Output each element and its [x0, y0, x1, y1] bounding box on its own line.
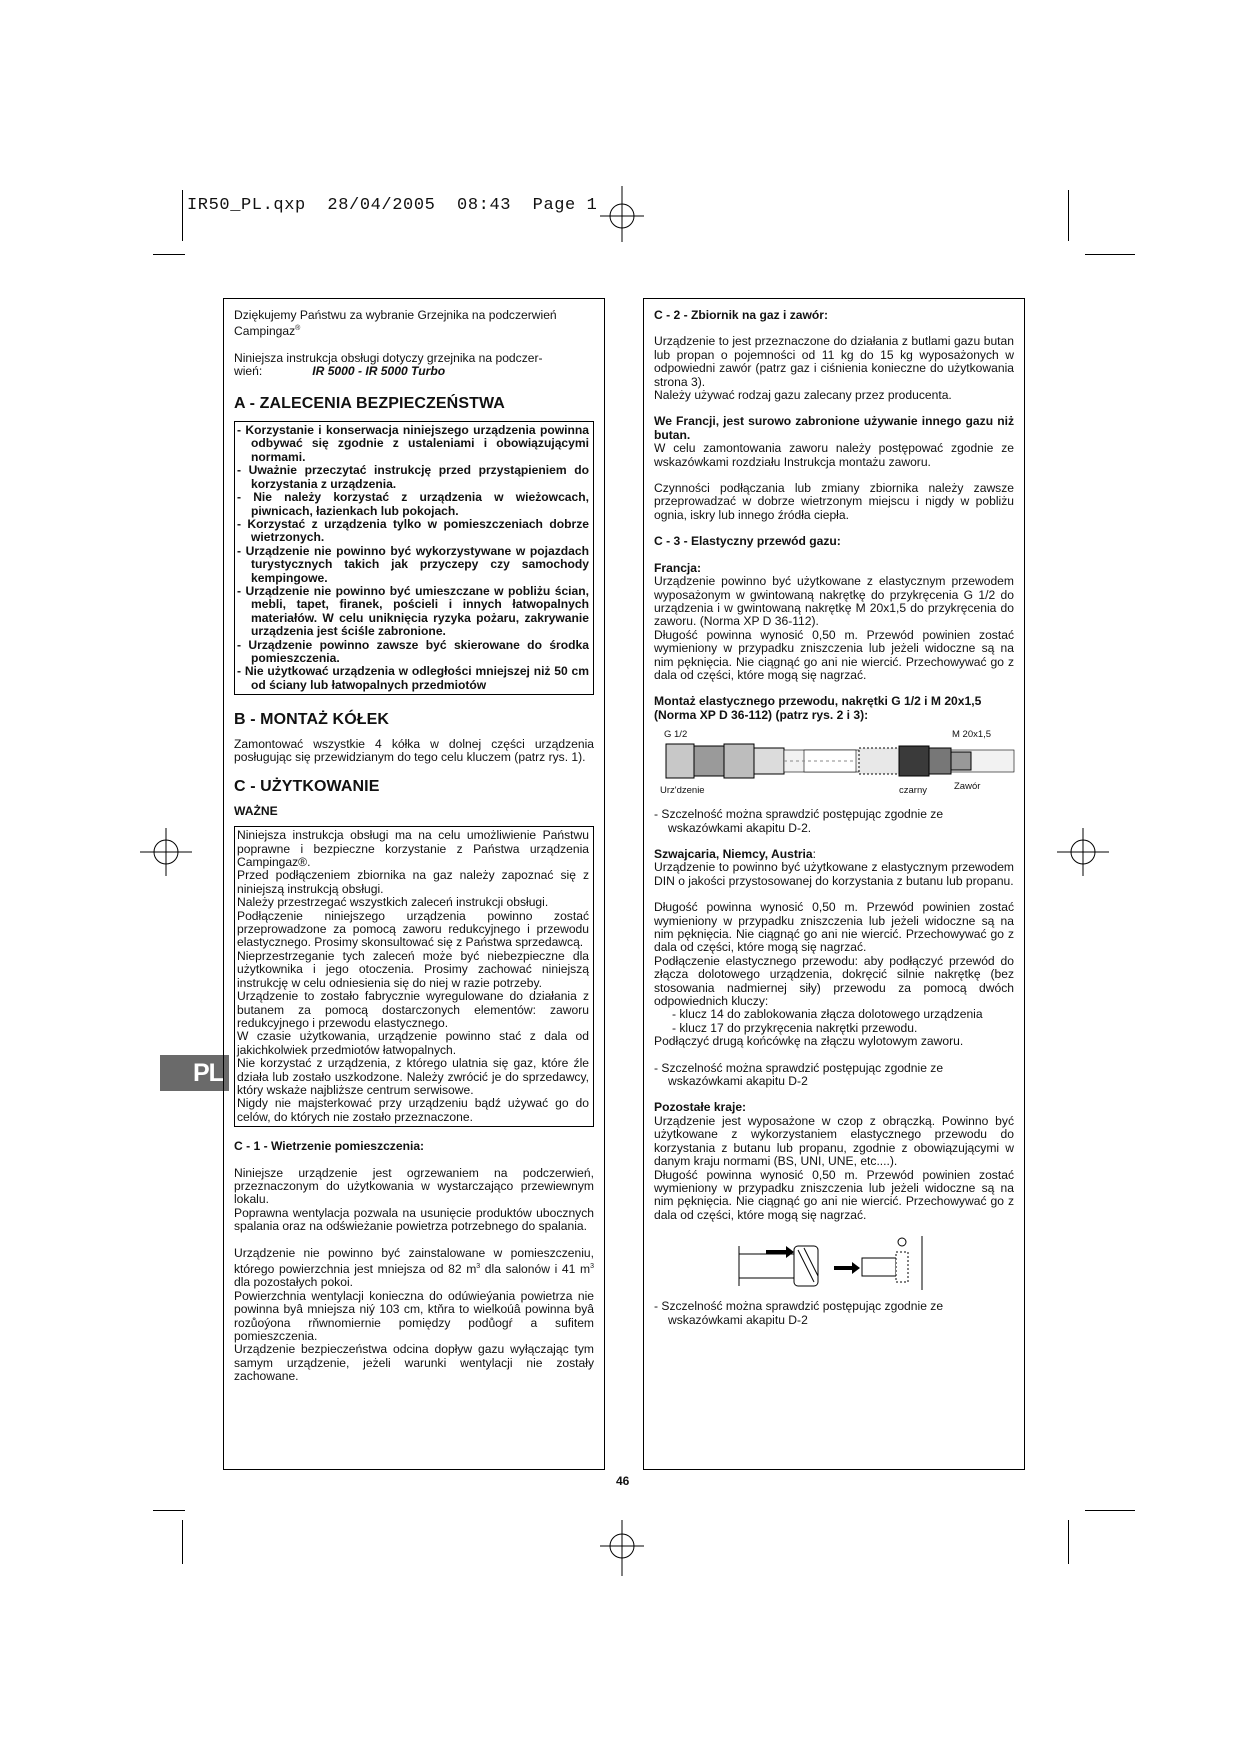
important-box — [234, 826, 594, 1127]
connector-figure — [734, 1232, 934, 1294]
fig-label-urzadzenie: Urz'dzenie — [660, 785, 705, 797]
klucz-item: - klucz 14 do zablokowania złącza dolotowego urządzenia — [672, 1007, 983, 1022]
fig-label-g12: G 1/2 — [664, 729, 688, 741]
fig-label-zawor: Zawór — [954, 781, 981, 793]
crop-mark — [182, 1520, 183, 1564]
pozostale-paragraph: Długość powinna wynosić 0,50 m. Przewód powinien zostać wymieniony w przypadku zniszczenia lub jeżeli widoczne są na nim pęknięcia. Nie ciągnąć go ani nie wiercić. Przechowywać go z dala od części, które mogą się nagrzać. — [654, 1167, 1014, 1222]
c3-title: C - 3 - Elastyczny przewód gazu: — [654, 534, 841, 549]
page-number: 46 — [616, 1474, 630, 1488]
crop-mark — [1068, 190, 1069, 241]
c1-paragraph: Poprawna wentylacja pozwala na usunięcie produktów ubocznych spalania oraz na odświeżanie powietrza potrzebnego do spalania. — [234, 1205, 594, 1234]
c2-paragraph: Czynności podłączania lub zmiany zbiornika należy zawsze przeprowadzać w dobrze wietrzonym miejscu i nigdy w pobliżu ognia, iskry lub innego źródła ciepła. — [654, 481, 1014, 522]
hose-illustration — [654, 738, 1016, 786]
important-paragraph: Przed podłączeniem zbiornika na gaz należy zapoznać się z niniejszą instrukcją obsługi. — [237, 868, 589, 896]
crop-mark — [1085, 1510, 1135, 1511]
fig-label-m20: M 20x1,5 — [952, 729, 992, 741]
intro-model: Niniejsza instrukcja obsługi dotyczy grzejnika na podczer- wień: IR 5000 - IR 5000 Turbo — [234, 350, 543, 379]
safety-item: - Korzystanie i konserwacja niniejszego urządzenia powinna odbywać się zgodnie z ustaleniami i obowiązującymi normami. — [237, 423, 589, 464]
c2-paragraph: Należy używać rodzaj gazu zalecany przez producenta. — [654, 388, 952, 403]
safety-item: - Nie należy korzystać z urządzenia w wieżowcach, piwnicach, łazienkach lub pokojach. — [237, 490, 589, 518]
szwajcaria-paragraph: Podłączyć drugą końcówkę na złączu wylotowym zaworu. — [654, 1034, 964, 1049]
safety-item: - Urządzenie powinno zawsze być skierowane do środka pomieszczenia. — [237, 637, 589, 665]
c1-title: C - 1 - Wietrzenie pomieszczenia: — [234, 1139, 425, 1154]
right-column — [643, 298, 1025, 1470]
important-paragraph: Należy przestrzegać wszystkich zaleceń instrukcji obsługi. — [237, 895, 549, 910]
section-b-text: Zamontować wszystkie 4 kółka w dolnej części urządzenia posługując się przewidzianym do tego celu kluczem (patrz rys. 1). — [234, 736, 594, 764]
section-b-title: B - MONTAŻ KÓŁEK — [234, 711, 390, 729]
fig-label-czarny: czarny — [899, 785, 927, 797]
section-a-title: A - ZALECENIA BEZPIECZEŃSTWA — [234, 394, 505, 412]
left-column — [223, 298, 605, 1470]
registration-mark-top — [600, 184, 644, 244]
crop-mark — [153, 1510, 185, 1511]
safety-item: - Urządzenie nie powinno być umieszczane w pobliżu ścian, mebli, tapet, firanek, pościeli i innych łatwopalnych materiałów. W celu uniknięcia ryzyka pożaru, zakrywanie urządzenia jest ściśle zabronione. — [237, 583, 589, 639]
c1-paragraph: Urządzenie bezpieczeństwa odcina dopływ gazu wyłączając tym samym urządzenie, jeżeli warunki wentylacji nie zostały zachowane. — [234, 1342, 594, 1384]
c2-paragraph: Urządzenie to jest przeznaczone do działania z butlami gazu butan lub propan o pojemności od 11 kg do 15 kg wyposażonych w odpowiedni zawór (patrz gaz i ciśnienia konieczne do użytkowania strona 3). — [654, 334, 1014, 389]
wazne-label: WAŻNE — [234, 803, 278, 818]
check-note: - Szczelność można sprawdzić postępując zgodnie ze wskazówkami akapitu D-2 — [654, 1299, 944, 1327]
safety-item: - Nie użytkować urządzenia w odległości mniejszej niż 50 cm od ściany lub łatwopalnych przedmiotów — [237, 664, 589, 692]
safety-item: - Urządzenie nie powinno być wykorzystywane w pojazdach turystycznych takich jak przyczepy czy samochody kempingowe. — [237, 543, 589, 585]
important-paragraph: Nieprzestrzeganie tych zaleceń może być niebezpieczne dla użytkownika i jego otoczenia. Prosimy zachować niniejszą instrukcję w celu odniesienia się do niej w razie potrzeby. — [237, 948, 589, 990]
francja-heading: Francja: — [654, 560, 702, 575]
important-paragraph: Niniejsza instrukcja obsługi ma na celu umożliwienie Państwu poprawne i bezpieczne korzystanie z Państwa urządzenia Campingaz®. — [237, 828, 589, 870]
szwajcaria-paragraph: Podłączenie elastycznego przewodu: aby podłączyć przewód do złącza dolotowego urządzenia, dokręcić silnie nakrętkę (bez stosowania nadmiernej siły) przewodu za pomocą dwóch odpowiednich kluczy: — [654, 953, 1014, 1009]
szwajcaria-paragraph: Długość powinna wynosić 0,50 m. Przewód powinien zostać wymieniony w przypadku zniszczenia lub jeżeli widoczne są na nim pęknięcia. Nie ciągnąć go ani nie wiercić. Przechowywać go z dala od części, które mogą się nagrzać. — [654, 900, 1014, 955]
important-paragraph: Podłączenie niniejszego urządzenia powinno zostać przeprowadzone za pomocą zaworu redukcyjnego i przewodu elastycznego. Prosimy skonsultować się z Państwa sprzedawcą. — [237, 908, 589, 950]
language-tab-label: PL — [193, 1059, 223, 1087]
check-note: - Szczelność można sprawdzić postępując zgodnie ze wskazówkami akapitu D-2 — [654, 1060, 944, 1089]
c2-warning: We Francji, jest surowo zabronione używanie innego gazu niż butan. — [654, 414, 1014, 442]
francja-paragraph: Długość powinna wynosić 0,50 m. Przewód powinien zostać wymieniony w przypadku zniszczenia lub jeżeli widoczne są na nim pęknięcia. Nie ciągnąć go ani nie wiercić. Przechowywać go z dala od części, które mogą się nagrzać. — [654, 627, 1014, 682]
important-paragraph: Nie korzystać z urządzenia, z którego ulatnia się gaz, które źle działa lub zostało uszkodzone. Należy zwrócić je do sprzedawcy, który wskaże najbliższe centrum serwisowe. — [237, 1056, 589, 1097]
registration-mark-right — [1057, 828, 1109, 876]
important-paragraph: Nigdy nie majsterkować przy urządzeniu bądź używać go do celów, do których nie zostało przeznaczone. — [237, 1096, 589, 1124]
important-paragraph: Urządzenie to zostało fabrycznie wyregulowane do działania z butanem za pomocą dostarczonych elementów: zaworu redukcyjnego i przewodu elastycznego. — [237, 989, 589, 1030]
section-c-title: C - UŻYTKOWANIE — [234, 778, 380, 796]
hose-figure — [654, 726, 1014, 808]
pozostale-paragraph: Urządzenie jest wyposażone w czop z obrączką. Powinno być użytkowane z wykorzystaniem elastycznego przewodu do korzystania z butanu lub propanu, zgodnie z obowiązującymi w danym kraju normami (BS, UNI, UNE, etc....). — [654, 1113, 1014, 1169]
crop-mark — [182, 190, 183, 241]
check-note: - Szczelność można sprawdzić postępując zgodnie ze wskazówkami akapitu D-2. — [654, 807, 944, 835]
c1-paragraph: Niniejsze urządzenie jest ogrzewaniem na podczerwień, przeznaczonym do użytkowania w wystarczająco przewiewnym lokalu. — [234, 1165, 594, 1207]
c1-paragraph: Urządzenie nie powinno być zainstalowane w pomieszczeniu, którego powierzchnia jest mniejsza od 82 $m^3$ dla salonów i 41 $m^3$ dla pozostałych pokoi. — [234, 1245, 594, 1290]
file-slug: IR50_PL.qxp 28/04/2005 08:43 Page 1 — [187, 196, 598, 215]
important-paragraph: W czasie użytkowania, urządzenie powinno stać z dala od jakichkolwiek przedmiotów łatwopalnych. — [237, 1029, 589, 1057]
szwajcaria-heading: Szwajcaria, Niemcy, Austria: — [654, 846, 817, 861]
intro-thanks: Dziękujemy Państwu za wybranie Grzejnika na podczerwień Campingaz® — [234, 308, 557, 339]
c2-paragraph: W celu zamontowania zaworu należy postępować zgodnie ze wskazówkami rozdziału Instrukcja montażu zaworu. — [654, 441, 1014, 469]
model-name: IR 5000 - IR 5000 Turbo — [312, 364, 446, 379]
crop-mark — [1085, 254, 1135, 255]
pozostale-heading: Pozostałe kraje: — [654, 1100, 747, 1115]
safety-item: - Uważnie przeczytać instrukcję przed przystąpieniem do korzystania z urządzenia. — [237, 463, 589, 491]
montaz-title: Montaż elastycznego przewodu, nakrętki G 1/2 i M 20x1,5 (Norma XP D 36-112) (patrz rys. 2 i 3): — [654, 694, 982, 722]
crop-mark — [153, 254, 185, 255]
safety-item: - Korzystać z urządzenia tylko w pomieszczeniach dobrze wietrzonych. — [237, 516, 589, 545]
registration-mark-bottom — [600, 1518, 644, 1578]
crop-mark — [1068, 1520, 1069, 1564]
registration-mark-left — [140, 828, 192, 876]
c2-title: C - 2 - Zbiornik na gaz i zawór: — [654, 308, 829, 322]
c1-paragraph: Powierzchnia wentylacji konieczna do odúwieýania powietrza nie powinna byâ mniejsza niý 103 cm, ktňra to wielkoúâ powinna byâ rozůoýona rňwnomiernie pomiędzy podůogŕ a sufitem pomieszczenia. — [234, 1288, 594, 1344]
safety-box — [234, 421, 594, 695]
szwajcaria-paragraph: Urządzenie to powinno być użytkowane z elastycznym przewodem DIN o jakości przystosowanej do korzystania z butanu lub propanu. — [654, 860, 1014, 888]
klucz-item: - klucz 17 do przykręcenia nakrętki przewodu. — [672, 1020, 918, 1035]
francja-paragraph: Urządzenie powinno być użytkowane z elastycznym przewodem wyposażonym w gwintowaną nakrętkę do przykręcenia G 1/2 do urządzenia i w gwintowaną nakrętkę M 20x1,5 do przykręcenia do zaworu. (Norma XP D 36-112). — [654, 574, 1014, 629]
